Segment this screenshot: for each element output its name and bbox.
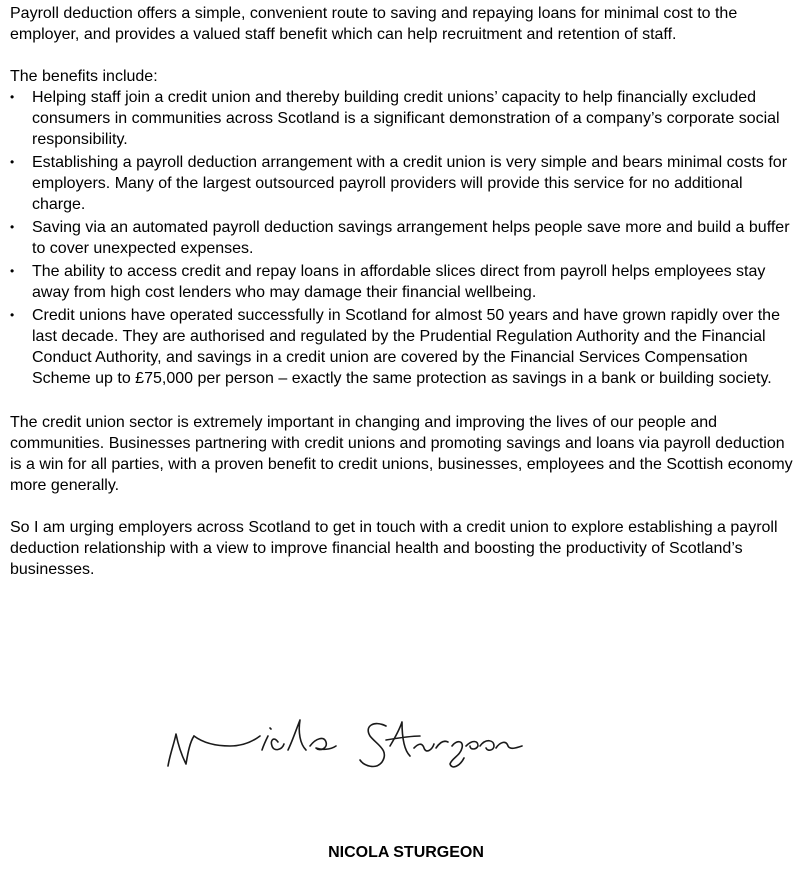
intro-paragraph: Payroll deduction offers a simple, convenient route to saving and repaying loans for minimal cost to the employer, and provides a valued staff benefit which can help recruitment and retention of staff.	[10, 5, 738, 43]
benefit-text: Helping staff join a credit union and thereby building credit unions’ capacity to help financially excluded consumers in communities across Scotland is a significant demonstration of a company’s corporate social responsibility.	[32, 89, 780, 148]
bullet-icon: •	[10, 308, 15, 322]
benefit-text: Establishing a payroll deduction arrangement with a credit union is very simple and bears minimal costs for employers. Many of the largest outsourced payroll providers will provide this service for no additional charge.	[32, 154, 788, 213]
benefits-heading: The benefits include:	[10, 68, 158, 85]
benefit-item	[10, 217, 794, 259]
benefit-item	[10, 87, 794, 150]
benefit-item	[10, 305, 794, 389]
letter-body	[10, 3, 794, 580]
benefit-text: Credit unions have operated successfully in Scotland for almost 50 years and have grown rapidly over the last decade. They are authorised and regulated by the Prudential Regulation Authority and the Financial Conduct Authority, and savings in a credit union are covered by the Financial Services Compensation Scheme up to £75,000 per person – exactly the same protection as savings in a bank or building society.	[32, 307, 780, 387]
paragraph-gap	[10, 496, 794, 517]
benefit-item	[10, 152, 794, 215]
urging-paragraph: So I am urging employers across Scotland to get in touch with a credit union to explore establishing a payroll deduction relationship with a view to improve financial health and boosting the productivity of Scotland’s businesses.	[10, 519, 778, 578]
handwritten-signature	[160, 706, 540, 786]
sector-paragraph: The credit union sector is extremely important in changing and improving the lives of our people and communities. Businesses partnering with credit unions and promoting savings and loans via payroll deduction is a win for all parties, with a proven benefit to credit unions, businesses, employees and the Scottish economy more generally.	[10, 414, 793, 494]
bullet-icon: •	[10, 90, 15, 104]
bullet-icon: •	[10, 220, 15, 234]
paragraph-gap	[10, 45, 794, 66]
signatory-name: NICOLA STURGEON	[328, 844, 484, 861]
benefits-list	[10, 87, 794, 389]
bullet-icon: •	[10, 155, 15, 169]
benefit-text: Saving via an automated payroll deduction savings arrangement helps people save more and build a buffer to cover unexpected expenses.	[32, 219, 790, 257]
benefit-item	[10, 261, 794, 303]
benefit-text: The ability to access credit and repay loans in affordable slices direct from payroll helps employees stay away from high cost lenders who may damage their financial wellbeing.	[32, 263, 766, 301]
paragraph-gap	[10, 391, 794, 412]
bullet-icon: •	[10, 264, 15, 278]
